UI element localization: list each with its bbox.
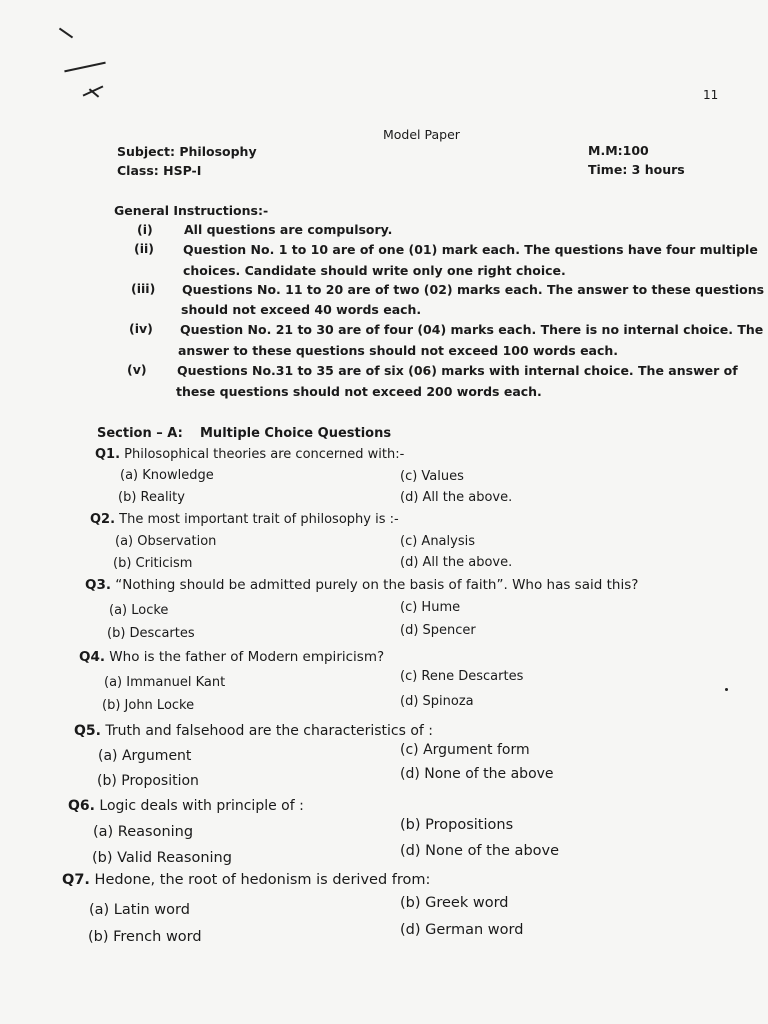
question-text: “Nothing should be admitted purely on the basis of faith”. Who has said this? [111, 577, 639, 593]
option-a: (a) Latin word [89, 902, 190, 918]
instruction-text: Questions No. 11 to 20 are of two (02) marks each. The answer to these questions [182, 282, 765, 297]
question-text: Hedone, the root of hedonism is derived from: [89, 872, 431, 888]
option-d: (d) None of the above [400, 843, 560, 859]
question-number: Q3. [85, 577, 111, 593]
instructions-heading: General Instructions:- [114, 203, 269, 218]
option-c: (b) Propositions [400, 817, 514, 833]
question-number: Q4. [79, 649, 105, 665]
option-c: (c) Rene Descartes [400, 669, 524, 684]
option-c: (c) Values [400, 469, 464, 484]
question [85, 577, 638, 593]
option-a: (a) Knowledge [120, 468, 214, 483]
instruction-number: (iii) [131, 281, 156, 296]
instruction-text: Questions No.31 to 35 are of six (06) marks with internal choice. The answer of [177, 363, 738, 378]
time: Time: 3 hours [588, 162, 685, 177]
instruction-text: answer to these questions should not exceed 100 words each. [178, 343, 619, 358]
subject: Subject: Philosophy [117, 144, 257, 159]
question [74, 723, 433, 739]
question-number: Q6. [68, 798, 95, 814]
option-b: (b) Reality [118, 490, 185, 505]
instruction-number: (i) [137, 222, 153, 237]
option-a: (a) Argument [98, 748, 192, 764]
instruction-number: (v) [127, 362, 147, 377]
section-label: Section – A: [97, 426, 183, 441]
class: Class: HSP-I [117, 163, 202, 178]
option-c: (c) Analysis [400, 534, 475, 549]
question [79, 649, 384, 665]
option-b: (b) John Locke [102, 698, 195, 713]
max-marks: M.M:100 [588, 143, 649, 158]
option-d: (d) German word [400, 922, 524, 938]
instruction-text: Question No. 21 to 30 are of four (04) marks each. There is no internal choice. The [180, 322, 764, 337]
instruction-text: these questions should not exceed 200 words each. [176, 384, 542, 399]
question [62, 872, 430, 888]
option-a: (a) Reasoning [93, 824, 194, 840]
option-b: (b) Valid Reasoning [92, 850, 232, 866]
question-number: Q7. [62, 872, 90, 888]
pen-mark-2 [64, 62, 105, 73]
question-number: Q2. [90, 512, 116, 527]
option-d: (d) None of the above [400, 766, 554, 782]
option-c: (b) Greek word [400, 895, 509, 911]
option-b: (b) French word [88, 929, 202, 945]
instruction-number: (ii) [134, 241, 154, 256]
instruction-text: choices. Candidate should write only one right choice. [183, 263, 566, 278]
option-b: (b) Criticism [113, 556, 193, 571]
option-c: (c) Argument form [400, 742, 530, 758]
question-number: Q1. [95, 447, 121, 462]
option-d: (d) All the above. [400, 490, 513, 505]
question-text: Philosophical theories are concerned with:- [120, 447, 405, 462]
option-c: (c) Hume [400, 600, 461, 615]
question-text: Who is the father of Modern empiricism? [105, 649, 385, 665]
instruction-text: All questions are compulsory. [184, 222, 393, 237]
option-a: (a) Locke [109, 603, 169, 618]
instruction-text: Question No. 1 to 10 are of one (01) mark each. The questions have four multiple [183, 242, 758, 257]
option-d: (d) Spinoza [400, 694, 474, 709]
option-a: (a) Immanuel Kant [104, 675, 226, 690]
page-number: 11 [703, 88, 719, 102]
stray-dot [725, 688, 728, 691]
instruction-text: should not exceed 40 words each. [181, 302, 422, 317]
option-d: (d) Spencer [400, 623, 476, 638]
paper-title: Model Paper [383, 127, 460, 142]
question-text: Logic deals with principle of : [94, 798, 304, 814]
instruction-number: (iv) [129, 321, 153, 336]
option-b: (b) Descartes [107, 626, 195, 641]
option-b: (b) Proposition [97, 773, 199, 789]
question [68, 798, 304, 814]
question-number: Q5. [74, 723, 101, 739]
question [90, 512, 399, 527]
pen-mark-1 [59, 28, 73, 39]
question-text: The most important trait of philosophy is :- [115, 512, 399, 527]
question-text: Truth and falsehood are the characteristics of : [100, 723, 434, 739]
section-title: Multiple Choice Questions [200, 426, 392, 441]
option-a: (a) Observation [115, 534, 217, 549]
option-d: (d) All the above. [400, 555, 513, 570]
question [95, 447, 404, 462]
